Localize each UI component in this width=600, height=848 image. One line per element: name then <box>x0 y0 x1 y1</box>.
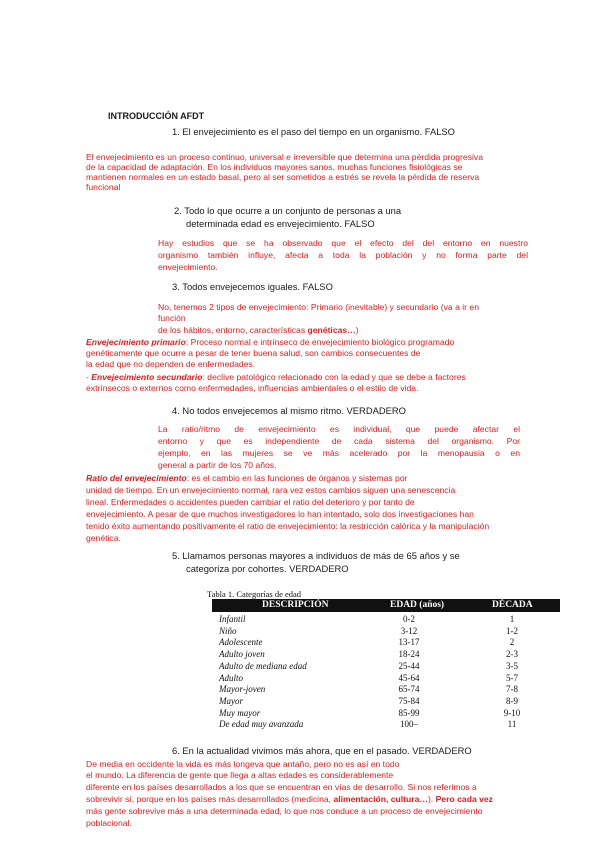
table-cell-age: 75-84 <box>398 695 420 706</box>
secondary-aging-line: extrínsecos o externos como enfermedades, influencias ambientales o el estilo de vida. <box>86 383 419 393</box>
table-header-age: EDAD (años) <box>390 600 445 610</box>
table-cell-description: Mayor-joven <box>219 684 266 695</box>
text-segment: sobrevivir sí, porque en los países más desarrollados (medicina, <box>86 794 334 804</box>
table-cell-age: 18-24 <box>398 649 420 660</box>
table-cell-age: 100– <box>400 719 418 730</box>
page-title: INTRODUCCIÓN AFDT <box>108 111 205 121</box>
table-cell-age: 45-64 <box>398 672 420 683</box>
answer-4-line: La ratio/ritmo de envejecimiento es individual, que puede afectar el <box>158 424 520 434</box>
table-cell-decade: 5-7 <box>506 672 518 683</box>
answer-6-line <box>86 794 493 804</box>
table-cell-description: Muy mayor <box>219 707 261 718</box>
answer-6-line: poblacional. <box>86 818 132 828</box>
table-header-description: DESCRIPCIÓN <box>262 600 329 610</box>
term-aging-ratio: Ratio del envejecimiento <box>86 473 187 483</box>
ratio-line: lineal. Enfermedades o accidentes pueden cambiar el ratio del deterioro y por tanto de <box>86 497 415 507</box>
ratio-line: genética. <box>86 533 121 543</box>
term-secondary-aging: Envejecimiento secundario <box>91 372 203 382</box>
answer-3-line: función <box>158 313 186 323</box>
answer-1-line: mantienen normales en un estado basal, pero al ser sometidos a estrés se revela la pérdida de reserva <box>86 172 480 182</box>
table-cell-decade: 1 <box>509 614 515 624</box>
text-segment: : Proceso normal e intrínseco de envejecimiento biológico programado <box>185 337 455 347</box>
table-cell-description: Adulto joven <box>219 649 265 660</box>
term-primary-aging: Envejecimiento primario <box>86 337 186 347</box>
text-segment: de los hábitos, entorno, características <box>158 325 308 335</box>
primary-aging-line: la edad que no dependen de enfermedades. <box>86 359 256 369</box>
table-caption: Tabla 1. Categorías de edad <box>207 589 302 599</box>
table-cell-decade: 2 <box>509 637 515 648</box>
answer-4-line: entorno y que es independiente de cada sistema del organismo. Por <box>158 436 520 446</box>
text-segment: : declive patológico relacionado con la edad y que se debe a factores <box>202 372 466 382</box>
answer-3-line <box>158 325 359 335</box>
table-cell-age: 13-17 <box>398 637 420 648</box>
table-cell-description: Adulto de mediana edad <box>219 660 307 671</box>
primary-aging-definition <box>86 337 454 347</box>
table-cell-decade: 3-5 <box>506 660 518 671</box>
answer-4-line: ejemplo, en las mujeres se ve más acelerado por la menopausia o en <box>158 448 520 458</box>
table-cell-description: Adolescente <box>219 637 263 648</box>
table-cell-decade: 2-3 <box>506 649 518 660</box>
primary-aging-line: genéticamente que ocurre a pesar de tener buena salud, son cambios consecuentes de <box>86 348 421 358</box>
answer-6-line: diferente en los países desarrollados a los que se encuentran en vías de desarrollo. Si nos referimos a <box>86 782 477 792</box>
statement-3: 3. Todos envejecemos iguales. FALSO <box>172 281 333 292</box>
answer-1-line: funcional <box>86 182 121 192</box>
table-cell-decade: 8-9 <box>506 695 518 706</box>
text-segment: ) <box>355 325 359 335</box>
answer-2-line: Hay estudios que se ha observado que el efecto del del entorno en nuestro <box>158 238 528 248</box>
dash: - <box>86 372 92 382</box>
answer-6-line: De media en occidente la vida es más longeva que antaño, pero no es así en todo <box>86 759 400 769</box>
table-cell-decade: 11 <box>507 719 517 730</box>
statement-6: 6. En la actualidad vivimos más ahora, que en el pasado. VERDADERO <box>172 745 472 756</box>
table-cell-description: Infantil <box>219 614 246 624</box>
table-cell-age: 65-74 <box>398 684 420 695</box>
text-segment: ). <box>428 794 436 804</box>
answer-6-line: el mundo. La diferencia de gente que llega a altas edades es considerablemente <box>86 770 394 780</box>
bold-term: alimentación, cultura… <box>333 794 428 804</box>
statement-1: 1. El envejecimiento es el paso del tiempo en un organismo. FALSO <box>172 126 455 137</box>
table-cell-age: 0-2 <box>403 614 415 624</box>
answer-3-line: No, tenemos 2 tipos de envejecimiento: Primario (inevitable) y secundario (va a ir en <box>158 302 479 312</box>
answer-2-line: envejecimiento. <box>158 262 218 272</box>
ratio-line: unidad de tiempo. En un envejecimiento normal, rara vez estos cambios siguen una senescencia <box>86 485 456 495</box>
statement-5-line-1: 5. Llamamos personas mayores a individuos de más de 65 años y se <box>172 550 460 561</box>
answer-1-line: El envejecimiento es un proceso continuo, universal e irreversible que determina una pérdida progresiva <box>86 152 483 162</box>
table-cell-decade: 7-8 <box>506 684 518 695</box>
text-segment: : es el cambio en las funciones de órganos y sistemas por <box>186 473 408 483</box>
table-cell-description: De edad muy avanzada <box>219 719 304 730</box>
table-cell-age: 85-99 <box>398 707 420 718</box>
statement-2-line-1: 2. Todo lo que ocurre a un conjunto de personas a una <box>174 205 402 216</box>
bold-term: Pero cada vez <box>435 794 493 804</box>
answer-1-line: de la capacidad de adaptación. En los individuos mayores sanos, muchas funciones fisiológicas se <box>86 162 463 172</box>
table-cell-age: 25-44 <box>398 660 420 671</box>
statement-2-line-2: determinada edad es envejecimiento. FALSO <box>186 218 375 229</box>
table-header-decade: DÉCADA <box>492 600 533 610</box>
answer-4-line: general a partir de los 70 años. <box>158 460 277 470</box>
table-cell-description: Adulto <box>219 672 243 683</box>
table-cell-description: Niño <box>219 625 237 636</box>
table-cell-age: 3-12 <box>400 625 418 636</box>
ratio-line: tenido éxito aumentando positivamente el ratio de envejecimiento: la restricción calórica y la manipulación <box>86 521 490 531</box>
answer-6-line: más gente sobrevive más a una determinada edad, lo que nos conduce a un proceso de envejecimiento <box>86 806 483 816</box>
secondary-aging-definition <box>86 372 466 382</box>
table-cell-decade: 1-2 <box>506 625 518 636</box>
statement-4: 4. No todos envejecemos al mismo ritmo. VERDADERO <box>172 405 406 416</box>
bold-term: genéticas… <box>307 325 356 335</box>
table-cell-decade: 9-10 <box>503 707 521 718</box>
ratio-line: envejecimiento. A pesar de que muchos investigadores lo han intentado, solo dos investigaciones han <box>86 509 474 519</box>
statement-5-line-2: categoriza por cohortes. VERDADERO <box>186 563 349 574</box>
ratio-definition <box>86 473 407 483</box>
table-cell-description: Mayor <box>219 695 243 706</box>
answer-2-line: organismo también influye, afecta a toda la población y no forma parte del <box>158 250 528 260</box>
